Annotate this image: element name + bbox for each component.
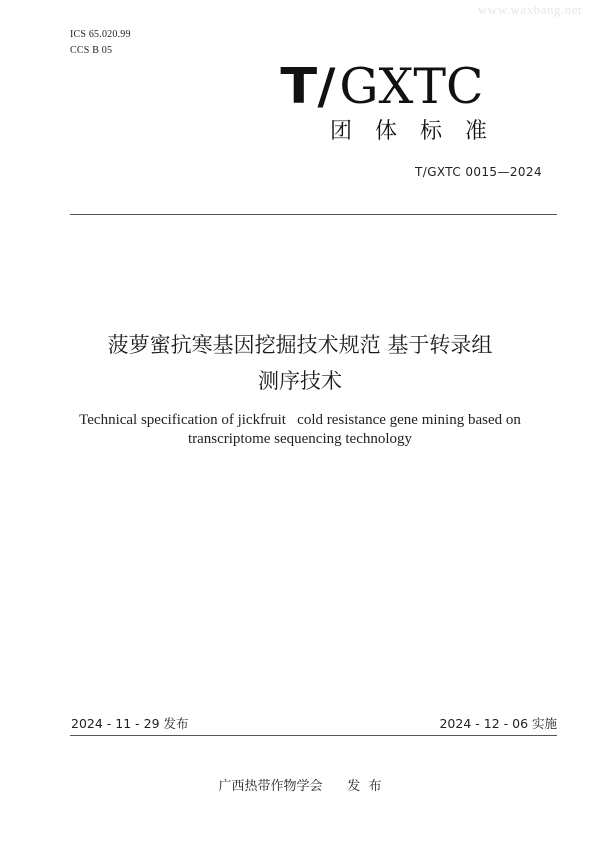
top-divider: [70, 214, 557, 215]
watermark: www.waxbang.net: [477, 2, 582, 17]
logo-t: T: [280, 58, 318, 115]
standard-logo: [280, 57, 484, 115]
publisher: 广西热带作物学会 发 布: [218, 779, 382, 794]
logo-gxtc: GXTC: [339, 58, 484, 115]
bottom-divider: [70, 735, 557, 736]
implementation-date: 2024 - 12 - 06 实施: [439, 716, 557, 731]
standard-number: T/GXTC 0015—2024: [415, 165, 542, 179]
standard-type: 团体标准: [330, 119, 511, 144]
ics-code: ICS 65.020.99: [70, 29, 131, 40]
logo-slash: /: [317, 57, 336, 115]
english-title-line-2: transcriptome sequencing technology: [187, 431, 413, 447]
chinese-title-line-2: 测序技术: [258, 369, 342, 393]
issue-date: 2024 - 11 - 29 发布: [71, 716, 189, 731]
chinese-title-line-1: 菠萝蜜抗寒基因挖掘技术规范 基于转录组: [107, 333, 493, 357]
ccs-code: CCS B 05: [70, 45, 113, 56]
english-title-line-1: Technical specification of jickfruit cold resistance gene mining based on: [79, 412, 521, 428]
